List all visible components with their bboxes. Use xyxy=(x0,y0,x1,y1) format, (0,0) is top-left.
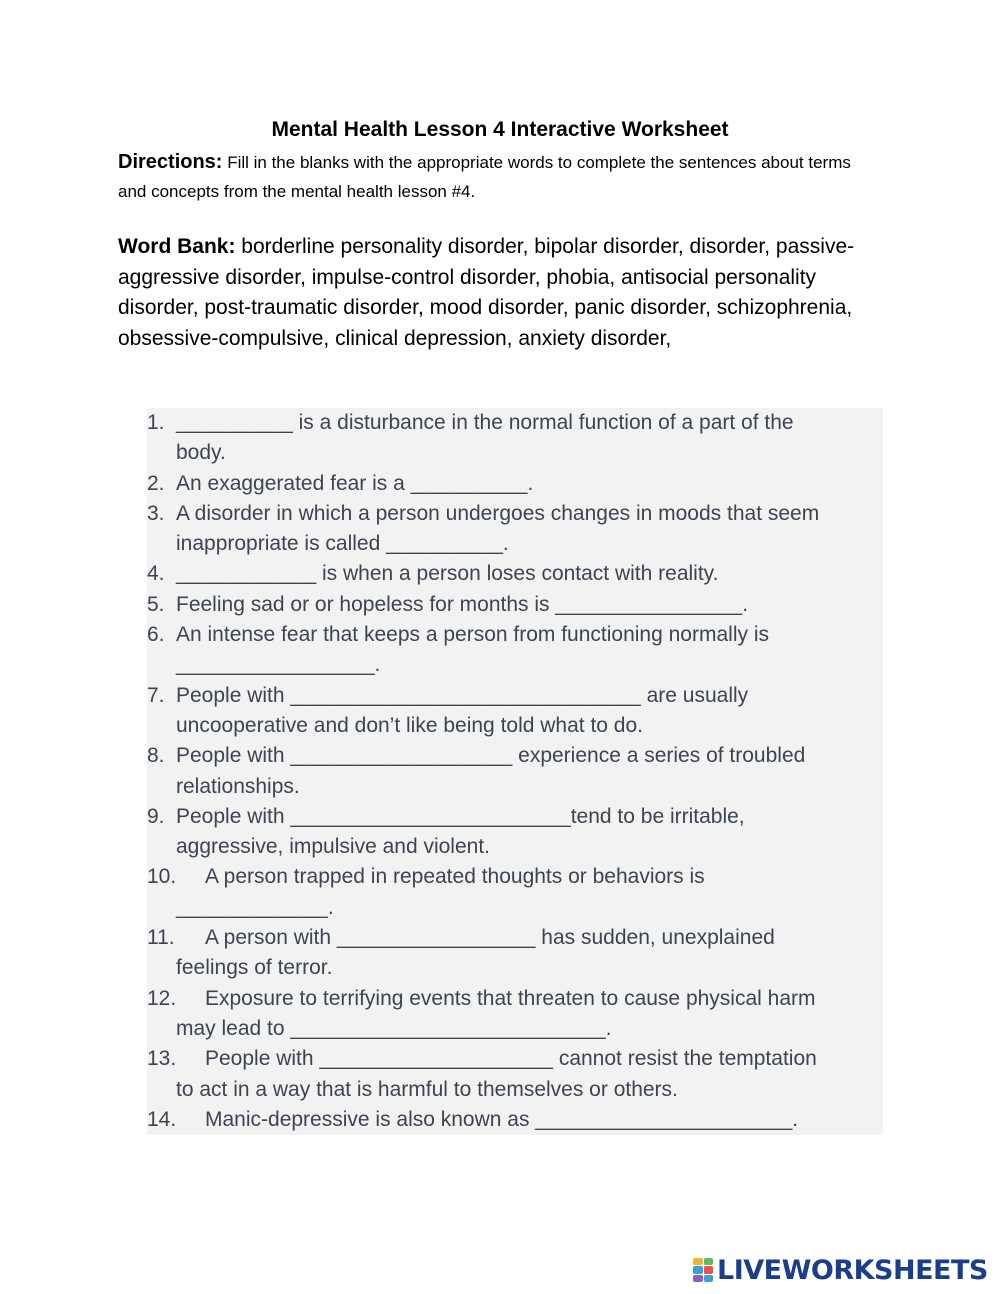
question-item xyxy=(147,862,883,923)
logo-mark-square xyxy=(704,1258,714,1265)
logo-mark-square xyxy=(704,1266,714,1273)
question-line-1: A person trapped in repeated thoughts or behaviors is xyxy=(205,865,705,889)
question-line-2: _________________. xyxy=(176,653,381,677)
question-item xyxy=(147,408,883,469)
question-text[interactable] xyxy=(176,408,883,469)
question-text[interactable] xyxy=(176,1044,883,1105)
question-text[interactable] xyxy=(176,469,883,499)
question-text[interactable] xyxy=(176,802,883,863)
question-line-2: may lead to ___________________________. xyxy=(176,1016,612,1040)
question-line-1: An intense fear that keeps a person from functioning normally is xyxy=(176,623,769,647)
question-line-1: People with ______________________________ are usually xyxy=(176,683,749,707)
question-line-2: _____________. xyxy=(176,895,334,919)
question-item xyxy=(147,923,883,984)
question-number: 11. xyxy=(147,926,175,950)
liveworksheets-logo xyxy=(693,1254,988,1286)
question-text[interactable] xyxy=(176,984,883,1045)
worksheet-title: Mental Health Lesson 4 Interactive Worksheet xyxy=(271,118,729,141)
question-text[interactable] xyxy=(176,862,883,923)
question-line-1: A disorder in which a person undergoes changes in moods that seem xyxy=(176,501,820,525)
question-item xyxy=(147,1044,883,1105)
question-number: 14. xyxy=(147,1107,177,1131)
question-item xyxy=(147,620,883,681)
question-item xyxy=(147,559,883,589)
question-number: 1. xyxy=(147,411,165,434)
question-item xyxy=(147,741,883,802)
question-line-2: aggressive, impulsive and violent. xyxy=(176,835,490,859)
question-item xyxy=(147,499,883,560)
logo-text: LIVEWORKSHEETS xyxy=(717,1254,988,1286)
directions xyxy=(118,148,878,206)
question-text[interactable] xyxy=(176,741,883,802)
liveworksheets-logo-icon xyxy=(693,1258,713,1282)
question-number: 12. xyxy=(147,986,177,1010)
question-number: 3. xyxy=(147,501,165,525)
question-number: 10. xyxy=(147,865,177,889)
question-line-1: Manic-depressive is also known as ______________________. xyxy=(205,1107,799,1131)
question-number: 13. xyxy=(147,1047,177,1071)
question-item xyxy=(147,1105,883,1135)
question-line-2: feelings of terror. xyxy=(176,956,333,980)
question-text[interactable] xyxy=(176,590,883,620)
question-item xyxy=(147,590,883,620)
question-item xyxy=(147,681,883,742)
question-line-2: to act in a way that is harmful to themselves or others. xyxy=(176,1077,678,1101)
word-bank-text: borderline personality disorder, bipolar disorder, disorder, passive-aggressive disorder, impulse-control disorder, phobia, antisocial personality disorder, post-traumatic disorder, mood disorder, panic disorder, schizophrenia, obsessive-compulsive, clinical depression, anxiety disorder, xyxy=(118,235,855,350)
directions-text: Fill in the blanks with the appropriate words to complete the sentences about terms and concepts from the mental health lesson #4. xyxy=(118,153,851,201)
question-number: 2. xyxy=(147,471,165,495)
question-number: 4. xyxy=(147,562,165,586)
question-item xyxy=(147,469,883,499)
question-line-2: relationships. xyxy=(176,774,300,798)
question-line-1: __________ is a disturbance in the normal function of a part of the xyxy=(176,411,794,434)
question-text[interactable] xyxy=(176,620,883,681)
question-list xyxy=(147,408,883,1135)
question-line-1: Exposure to terrifying events that threaten to cause physical harm xyxy=(205,986,816,1010)
question-text[interactable] xyxy=(176,681,883,742)
question-item xyxy=(147,984,883,1045)
question-number: 7. xyxy=(147,683,165,707)
question-text[interactable] xyxy=(205,1105,883,1135)
question-line-1: People with ___________________ experience a series of troubled xyxy=(176,744,806,768)
question-line-1: ____________ is when a person loses contact with reality. xyxy=(176,562,719,586)
word-bank-label: Word Bank: xyxy=(118,235,236,258)
logo-mark-square xyxy=(704,1275,714,1282)
question-line-1: People with ________________________tend to be irritable, xyxy=(176,804,745,828)
logo-mark-square xyxy=(693,1258,703,1265)
directions-label: Directions: xyxy=(118,151,223,173)
question-item xyxy=(147,802,883,863)
question-number: 9. xyxy=(147,804,165,828)
question-line-1: Feeling sad or or hopeless for months is ________________. xyxy=(176,592,749,616)
question-line-1: People with ____________________ cannot resist the temptation xyxy=(205,1047,817,1071)
logo-mark-square xyxy=(693,1266,703,1273)
logo-mark-square xyxy=(693,1275,703,1282)
question-text[interactable] xyxy=(176,499,883,560)
question-line-2: inappropriate is called __________. xyxy=(176,532,509,556)
word-bank xyxy=(118,232,898,354)
question-number: 6. xyxy=(147,623,165,647)
question-line-1: A person with _________________ has sudden, unexplained xyxy=(205,926,775,950)
question-line-2: uncooperative and don’t like being told what to do. xyxy=(176,713,643,737)
question-line-1: An exaggerated fear is a __________. xyxy=(176,471,534,495)
question-line-2: body. xyxy=(176,441,226,465)
question-text[interactable] xyxy=(176,923,883,984)
question-number: 8. xyxy=(147,744,165,768)
question-number: 5. xyxy=(147,592,165,616)
question-text[interactable] xyxy=(176,559,883,589)
